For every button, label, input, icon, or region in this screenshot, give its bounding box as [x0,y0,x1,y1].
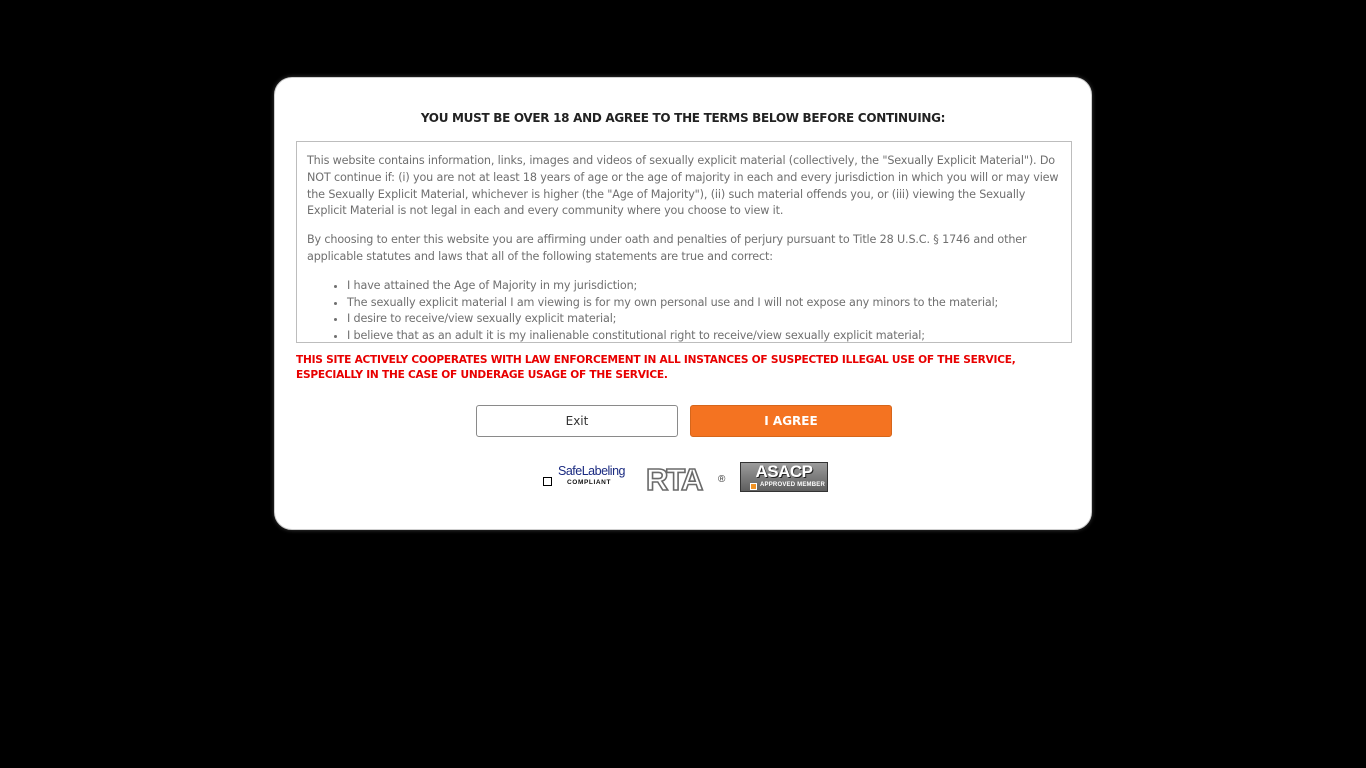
asacp-logo[interactable] [740,462,828,492]
age-verification-modal [274,77,1092,530]
asacp-name: ASACP [755,462,813,481]
terms-paragraph: This website contains information, links, images and videos of sexually explicit material (collectively, the "Sexually Explicit Material"). Do NOT continue if: (i) you are not at least 18 years of age or the age of majority in each and every jurisdiction in which you will or may view the Sexually Explicit Material, whichever is higher (the "Age of Majority"), (ii) such material offends you, or (iii) viewing the Sexually Explicit Material is not legal in each and every community where you choose to view it. [307,154,1059,218]
rta-logo-text: RTA [646,462,702,494]
exit-button[interactable]: Exit [476,405,678,437]
agree-button[interactable]: I AGREE [690,405,892,437]
terms-scroll-box[interactable] [296,141,1072,343]
checkbox-icon [543,477,552,486]
law-enforcement-warning: THIS SITE ACTIVELY COOPERATES WITH LAW ENFORCEMENT IN ALL INSTANCES OF SUSPECTED ILLEGAL USE OF THE SERVICE, ESPECIALLY IN THE CASE OF UNDERAGE USAGE OF THE SERVICE. [296,354,1016,381]
rta-logo[interactable] [646,462,728,494]
safelabeling-title: SafeLabeling [558,464,625,478]
check-icon [750,483,757,490]
list-item: • The sexually explicit material I am viewing is for my own personal use and I will not expose any minors to the material; [347,295,1061,312]
terms-paragraph: By choosing to enter this website you are affirming under oath and penalties of perjury pursuant to Title 28 U.S.C. § 1746 and other applicable statutes and laws that all of the following statements are true and correct: [307,233,1027,263]
list-item: • I believe that as an adult it is my inalienable constitutional right to receive/view sexually explicit material; [347,328,1061,343]
asacp-subtitle: APPROVED MEMBER [760,482,826,488]
registered-mark-icon: ® [718,474,726,485]
list-item: • I desire to receive/view sexually explicit material; [347,311,1061,328]
statements-list [307,278,1061,343]
safelabeling-subtitle: COMPLIANT [567,479,612,486]
safelabeling-logo[interactable] [543,464,627,492]
compliance-logos [275,462,1091,494]
modal-heading: YOU MUST BE OVER 18 AND AGREE TO THE TERMS BELOW BEFORE CONTINUING: [420,111,946,125]
list-item: • I have attained the Age of Majority in my jurisdiction; [347,278,1061,295]
